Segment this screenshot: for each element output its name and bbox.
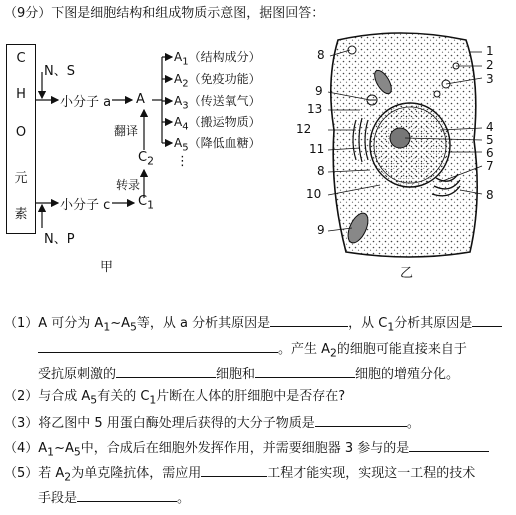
question-header: （9分）下图是细胞结构和组成物质示意图，据图回答： (4, 6, 325, 21)
cell-label-left-10: 10 (306, 187, 322, 201)
question-4: $(4)A_1\sim A_5$中，合成后在细胞外发挥作用，并需要细胞器 3 参与的是 (4, 437, 489, 463)
cell-label-left-9: 9 (315, 84, 323, 98)
answer-blank-1[interactable] (270, 312, 348, 327)
cell-label-right-3: 3 (486, 72, 494, 86)
a3-item: $A_3$（传送氧气） (174, 94, 261, 112)
small-molecule-c: 小分子 c (60, 198, 111, 213)
transcription-label: 转录 (116, 178, 141, 192)
answer-blank-4[interactable] (116, 363, 216, 378)
answer-blank-2[interactable] (472, 312, 502, 327)
cell-label-left-13: 13 (307, 102, 323, 116)
answer-blank-5[interactable] (255, 363, 355, 378)
more-dots: ⋮ (176, 154, 189, 169)
question-1-line-3: 受抗原刺激的 细胞和 细胞的增殖分化。 (38, 363, 459, 385)
cell-label-right-7: 7 (486, 159, 494, 173)
ns-label: N、S (44, 64, 75, 79)
cell-label-left-8: 8 (317, 48, 325, 62)
molecule-c1: $C_1$ (138, 194, 154, 212)
cell-label-left-9b: 9 (317, 223, 325, 237)
cell-label-right-5: 5 (486, 133, 494, 147)
molecule-a: A (136, 92, 145, 107)
question-3: （3）将乙图中 5 用蛋白酶处理后获得的大分子物质是 。 (4, 412, 420, 434)
a1-item: $A_1$（结构成分） (174, 50, 261, 68)
element-c: C (16, 51, 26, 66)
answer-blank-7[interactable] (409, 437, 489, 452)
a2-item: $A_2$（免疫功能） (174, 72, 261, 90)
question-5-line-2: 手段是 。 (38, 487, 190, 509)
cell-label-left-11: 11 (309, 142, 325, 156)
question-2: （2）与合成 $A_5$有关的 $C_1$片断在人体的肝细胞中是否存在? (4, 389, 346, 407)
diagram-yi-label: 乙 (400, 266, 414, 281)
element-h: H (16, 87, 26, 102)
cell-label-left-8b: 8 (317, 164, 325, 178)
answer-blank-6[interactable] (315, 412, 407, 427)
question-5-line-1: （5）若 $A_2$为单克隆抗体，需应用 工程才能实现，实现这一工程的技术 (4, 462, 475, 488)
answer-blank-9[interactable] (77, 487, 177, 502)
question-1-line-2: 。产生 $A_2$的细胞可能直接来自于 (38, 338, 467, 364)
diagram-jia-label: 甲 (100, 260, 114, 275)
cell-label-left-12: 12 (296, 122, 312, 136)
cell-label-right-6: 6 (486, 146, 494, 160)
cell-label-right-4: 4 (486, 120, 494, 134)
translation-label: 翻译 (114, 124, 139, 138)
cell-label-right-1: 1 (486, 44, 494, 58)
answer-blank-3[interactable] (38, 338, 278, 353)
molecule-c2: $C_2$ (138, 150, 154, 168)
cell-label-right-8: 8 (486, 188, 494, 202)
small-molecule-a: 小分子 a (60, 95, 112, 110)
answer-blank-8[interactable] (201, 462, 267, 477)
element-su: 素 (14, 207, 28, 222)
a4-item: $A_4$（搬运物质） (174, 115, 261, 133)
a5-item: $A_5$（降低血糖） (174, 136, 261, 154)
element-yuan: 元 (14, 171, 28, 186)
cell-label-right-2: 2 (486, 58, 494, 72)
np-label: N、P (44, 232, 75, 247)
element-o: O (15, 125, 27, 140)
question-1-line-1: （1）A 可分为 $A_1\sim A_5$等，从 a 分析其原因是 ，从 $C_1$分析其原因是 (4, 312, 502, 338)
